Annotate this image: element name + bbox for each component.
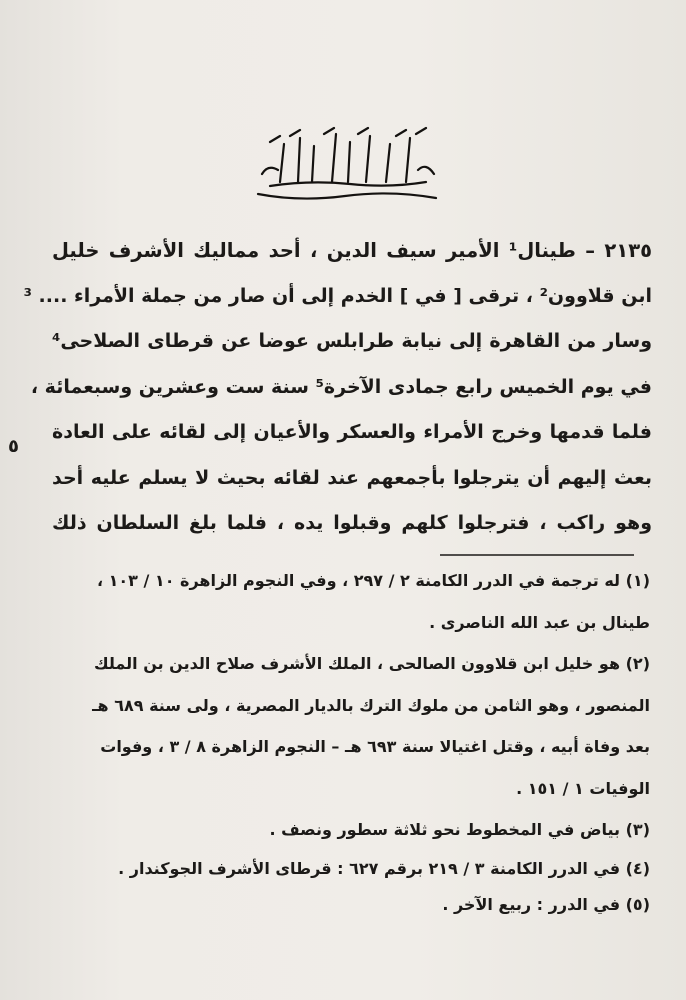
footnote-line: (٣) بياض في المخطوط نحو ثلاثة سطور ونصف . xyxy=(269,820,650,839)
main-line: في يوم الخميس رابع جمادى الآخرة⁵ سنة ست وعشرين وسبعمائة ، xyxy=(30,375,652,398)
basmala-ornament xyxy=(240,124,450,210)
footnote-line: الوفيات ١ / ١٥١ . xyxy=(516,778,650,798)
basmala-calligraphy xyxy=(240,124,450,210)
main-line: بعث إليهم أن يترجلوا بأجمعهم عند لقائه بحيث لا يسلم عليه أحد xyxy=(52,466,652,489)
footnote-line: بعد وفاة أبيه ، وقتل اغتيالا سنة ٦٩٣ هـ – النجوم الزاهرة ٨ / ٣ ، وفوات xyxy=(100,737,650,756)
footnote-line: طينال بن عبد الله الناصرى . xyxy=(429,612,650,632)
main-line: ابن قلاوون² ، ترقى [ في ] الخدم إلى أن صار من جملة الأمراء .... ³ xyxy=(23,284,652,307)
footnote-line: (٥) في الدرر : ربيع الآخر . xyxy=(442,894,650,914)
footnote-line: (٢) هو خليل ابن قلاوون الصالحى ، الملك الأشرف صلاح الدين بن الملك xyxy=(93,654,650,673)
footnote-line: (١) له ترجمة في الدرر الكامنة ٢ / ٢٩٧ ، وفي النجوم الزاهرة ١٠ / ١٠٣ ، xyxy=(96,571,650,590)
main-line: ٢١٣٥ – طينال¹ الأمير سيف الدين ، أحد مماليك الأشرف خليل xyxy=(52,239,652,262)
main-line: فلما قدمها وخرج الأمراء والعسكر والأعيان إلى لقائه على العادة xyxy=(52,421,652,443)
main-line: وسار من القاهرة إلى نيابة طرابلس عوضا عن قرطاى الصلاحى⁴ xyxy=(52,330,652,352)
footnotes xyxy=(58,560,650,923)
footnote-line: (٤) في الدرر الكامنة ٣ / ٢١٩ برقم ٦٢٧ : قرطاى الأشرف الجوكندار . xyxy=(118,858,650,878)
line-number-marker: ٥ xyxy=(8,436,19,457)
footnote-line: المنصور ، وهو الثامن من ملوك الترك بالديار المصرية ، ولى سنة ٦٨٩ هـ xyxy=(92,695,650,715)
main-text xyxy=(23,228,652,547)
main-line: وهو راكب ، فترجلوا كلهم وقبلوا يده ، فلما بلغ السلطان ذلك xyxy=(52,512,652,534)
